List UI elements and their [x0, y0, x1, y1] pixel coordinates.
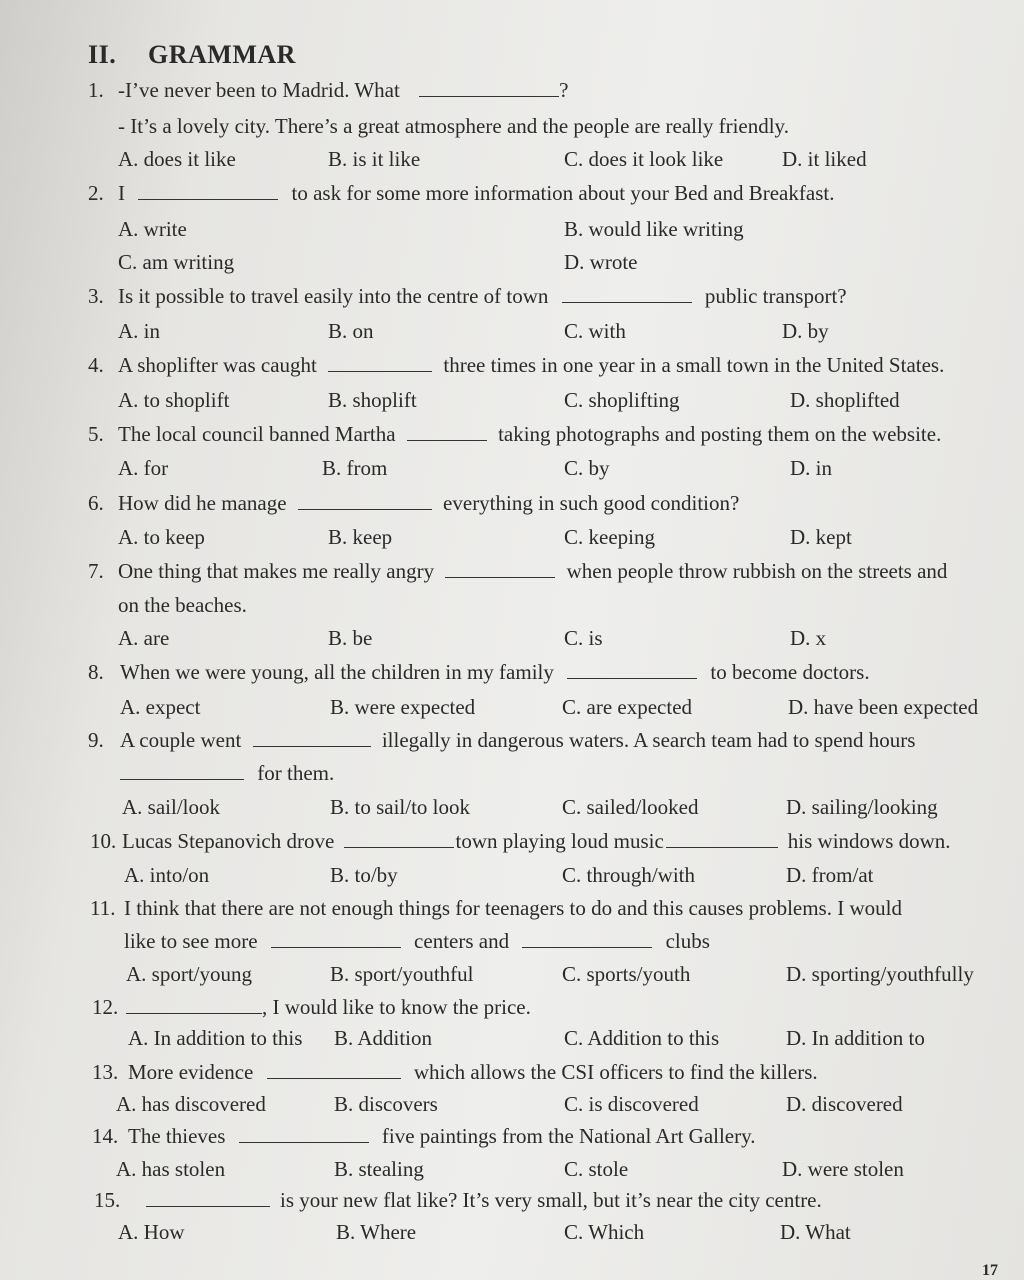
question-text-part: One thing that makes me really angry	[118, 559, 435, 583]
question-text	[118, 561, 947, 582]
option-c: C. does it look like	[564, 147, 724, 171]
option-c: C. Which	[564, 1220, 645, 1244]
question-text	[118, 286, 847, 307]
option-d: D. kept	[790, 525, 852, 549]
question-text	[126, 997, 531, 1018]
answer-blank	[567, 662, 697, 679]
question-text-part: to ask for some more information about your Bed and Breakfast.	[291, 181, 835, 205]
option-b: B. were expected	[330, 695, 476, 719]
question-text	[120, 730, 915, 751]
option-d: D. sporting/youthfully	[786, 962, 974, 986]
question-text-part: , I would like to know the price.	[262, 995, 531, 1019]
question-text-part: When we were young, all the children in my family	[120, 660, 554, 684]
answer-blank	[562, 286, 692, 303]
option-c: C. are expected	[562, 695, 693, 719]
question-text-part: which allows the CSI officers to find the killers.	[413, 1060, 818, 1084]
option-c: C. sports/youth	[562, 962, 691, 986]
answer-blank	[239, 1126, 369, 1143]
answer-blank	[419, 80, 559, 97]
option-a: A. to shoplift	[118, 388, 230, 412]
question-number: 13.	[92, 1060, 119, 1084]
option-c: C. keeping	[564, 525, 655, 549]
answer-blank	[666, 831, 778, 848]
question-number: 14.	[92, 1124, 119, 1148]
question-text-part: centers and	[414, 929, 510, 953]
question-text-part: Lucas Stepanovich drove	[122, 829, 335, 853]
question-text-part: to become doctors.	[710, 660, 870, 684]
question-number: 5.	[88, 422, 104, 446]
question-text	[118, 183, 834, 204]
option-b: B. to sail/to look	[330, 795, 471, 819]
question-text-part: when people throw rubbish on the streets and	[566, 559, 948, 583]
question-text	[128, 1062, 818, 1083]
option-d: D. shoplifted	[790, 388, 900, 412]
option-d: D. it liked	[782, 147, 867, 171]
option-a: A. In addition to this	[128, 1026, 303, 1050]
question-text-line	[120, 763, 334, 784]
answer-blank	[138, 183, 278, 200]
question-text-part: his windows down.	[787, 829, 951, 853]
question-text-part: taking photographs and posting them on the website.	[498, 422, 942, 446]
option-a: A. to keep	[118, 525, 205, 549]
option-d: D. from/at	[786, 863, 874, 887]
question-text	[118, 355, 944, 376]
option-c: C. by	[564, 456, 610, 480]
question-number: 10.	[90, 829, 117, 853]
question-text	[118, 493, 739, 514]
option-b: B. sport/youthful	[330, 962, 474, 986]
question-text	[124, 931, 710, 952]
option-d: D. by	[782, 319, 829, 343]
option-c: C. sailed/looked	[562, 795, 699, 819]
option-b: B. be	[328, 626, 373, 650]
question-text	[118, 80, 568, 101]
question-text-part: everything in such good condition?	[443, 491, 740, 515]
question-text-part: town playing loud music	[455, 829, 664, 853]
question-text-part: The thieves	[128, 1124, 226, 1148]
question-text	[118, 424, 941, 445]
option-c: C. shoplifting	[564, 388, 680, 412]
question-text-part: More evidence	[128, 1060, 254, 1084]
option-d: D. discovered	[786, 1092, 903, 1116]
question-text-part: -I’ve never been to Madrid. What	[118, 78, 400, 102]
question-text-part: ?	[559, 78, 569, 102]
option-d: D. in	[790, 456, 832, 480]
option-c: C. through/with	[562, 863, 696, 887]
question-number: 9.	[88, 728, 104, 752]
page-number: 17	[982, 1262, 998, 1279]
option-d: D. x	[790, 626, 827, 650]
answer-blank	[344, 831, 454, 848]
question-number: 12.	[92, 995, 119, 1019]
option-c: C. am writing	[118, 250, 235, 274]
option-c: C. is	[564, 626, 603, 650]
option-d: D. In addition to	[786, 1026, 925, 1050]
question-text-part: like to see more	[124, 929, 258, 953]
option-b: B. is it like	[328, 147, 421, 171]
option-b: B. shoplift	[328, 388, 417, 412]
option-a: A. sport/young	[126, 962, 252, 986]
question-number: 8.	[88, 660, 104, 684]
answer-blank	[126, 997, 262, 1014]
question-text-part: A couple went	[120, 728, 242, 752]
section-title: GRAMMAR	[148, 40, 296, 69]
question-text-part: The local council banned Martha	[118, 422, 396, 446]
option-c: C. is discovered	[564, 1092, 699, 1116]
option-d: D. have been expected	[788, 695, 979, 719]
answer-blank	[271, 931, 401, 948]
answer-blank	[253, 730, 371, 747]
question-text-line: - It’s a lovely city. There’s a great atmosphere and the people are really friendly.	[118, 114, 789, 138]
answer-blank	[146, 1190, 270, 1207]
question-number: 7.	[88, 559, 104, 583]
option-b: B. discovers	[334, 1092, 438, 1116]
question-text	[146, 1190, 822, 1211]
answer-blank	[298, 493, 432, 510]
question-text	[128, 1126, 756, 1147]
option-c: C. Addition to this	[564, 1026, 720, 1050]
question-text-part: five paintings from the National Art Gallery.	[381, 1124, 756, 1148]
question-text-part: public transport?	[704, 284, 847, 308]
answer-blank	[328, 355, 432, 372]
option-d: D. What	[780, 1220, 851, 1244]
option-a: A. sail/look	[122, 795, 220, 819]
answer-blank	[407, 424, 487, 441]
option-d: D. were stolen	[782, 1157, 904, 1181]
question-number: 4.	[88, 353, 104, 377]
option-c: C. stole	[564, 1157, 629, 1181]
option-a: A. write	[118, 217, 187, 241]
option-b: B. Where	[336, 1220, 417, 1244]
option-d: D. sailing/looking	[786, 795, 938, 819]
answer-blank	[120, 763, 244, 780]
option-b: B. to/by	[330, 863, 398, 887]
section-number: II.	[88, 40, 117, 69]
option-a: A. expect	[120, 695, 201, 719]
option-a: A. in	[118, 319, 160, 343]
question-text-line: on the beaches.	[118, 593, 247, 617]
question-text	[120, 662, 870, 683]
question-number: 11.	[90, 896, 116, 920]
question-text-part: clubs	[665, 929, 710, 953]
answer-blank	[445, 561, 555, 578]
option-d: D. wrote	[564, 250, 638, 274]
option-a: A. into/on	[124, 863, 210, 887]
question-number: 2.	[88, 181, 104, 205]
question-text-part: for them.	[257, 761, 335, 785]
answer-blank	[522, 931, 652, 948]
question-text-line: I think that there are not enough things for teenagers to do and this causes problems. I would	[124, 896, 902, 920]
question-number: 3.	[88, 284, 104, 308]
question-number: 1.	[88, 78, 104, 102]
option-a: A. How	[118, 1220, 185, 1244]
option-b: B. on	[328, 319, 374, 343]
option-b: B. from	[322, 456, 388, 480]
question-number: 15.	[94, 1188, 121, 1212]
option-a: A. has stolen	[116, 1157, 226, 1181]
question-text-part: A shoplifter was caught	[118, 353, 317, 377]
question-text	[122, 831, 951, 852]
option-a: A. does it like	[118, 147, 236, 171]
option-b: B. Addition	[334, 1026, 433, 1050]
option-b: B. stealing	[334, 1157, 424, 1181]
question-text-part: three times in one year in a small town in the United States.	[443, 353, 945, 377]
option-a: A. are	[118, 626, 170, 650]
answer-blank	[267, 1062, 401, 1079]
option-a: A. has discovered	[116, 1092, 266, 1116]
question-number: 6.	[88, 491, 104, 515]
question-text-part: Is it possible to travel easily into the centre of town	[118, 284, 549, 308]
question-text-part: is your new flat like? It’s very small, but it’s near the city centre.	[280, 1188, 822, 1212]
question-text-part: illegally in dangerous waters. A search team had to spend hours	[381, 728, 916, 752]
question-text-part: I	[118, 181, 125, 205]
option-b: B. would like writing	[564, 217, 744, 241]
option-c: C. with	[564, 319, 626, 343]
question-text-part: How did he manage	[118, 491, 287, 515]
option-a: A. for	[118, 456, 169, 480]
option-b: B. keep	[328, 525, 393, 549]
